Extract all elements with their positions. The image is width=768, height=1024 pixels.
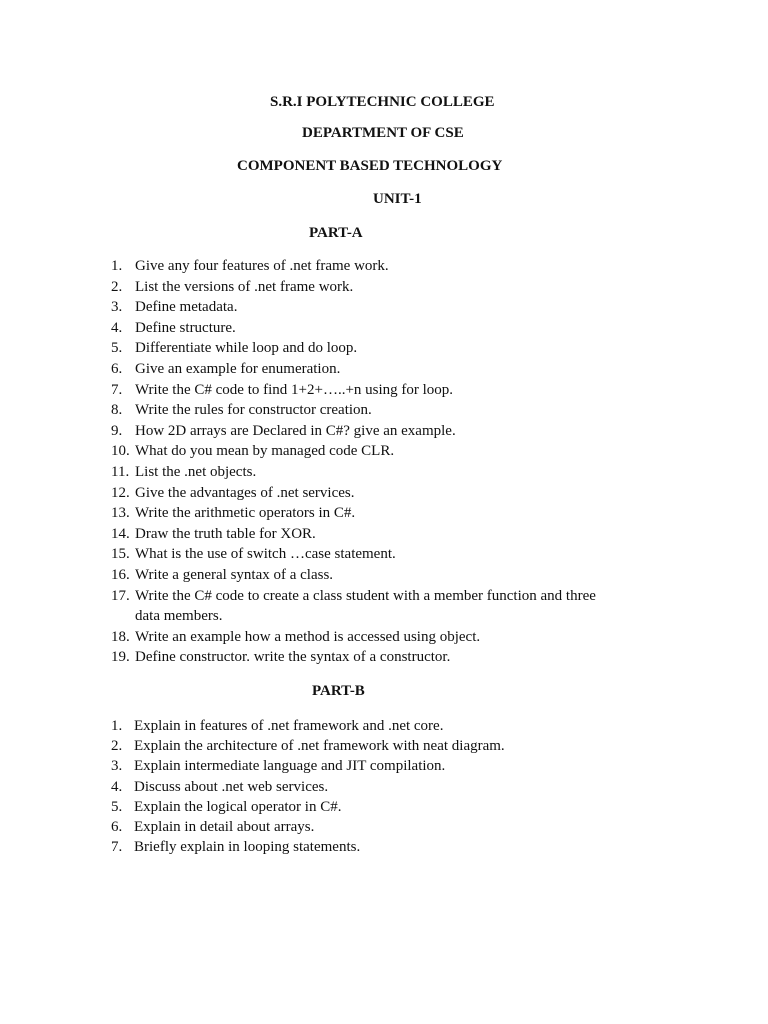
question-item	[111, 647, 611, 668]
question-text: Explain in features of .net framework and .net core.	[134, 718, 444, 734]
question-item	[111, 400, 611, 421]
question-item	[111, 627, 611, 648]
question-number: 1.	[111, 258, 123, 274]
question-number: 17.	[111, 587, 130, 604]
question-number: 19.	[111, 649, 130, 666]
question-item	[111, 777, 505, 797]
subject-title: COMPONENT BASED TECHNOLOGY	[237, 158, 503, 174]
question-item	[111, 318, 611, 339]
question-number: 3.	[111, 758, 123, 775]
question-item	[111, 837, 505, 857]
question-number: 15.	[111, 546, 130, 563]
question-number: 5.	[111, 798, 123, 815]
question-text: Explain intermediate language and JIT compilation.	[134, 758, 446, 775]
question-text: Briefly explain in looping statements.	[134, 839, 361, 856]
question-item	[111, 756, 505, 776]
question-number: 11.	[111, 463, 130, 480]
question-text: List the .net objects.	[135, 463, 257, 480]
question-item	[111, 441, 611, 462]
question-number: 5.	[111, 340, 123, 357]
question-item	[111, 462, 611, 483]
question-text: Explain in detail about arrays.	[134, 819, 315, 836]
question-item	[111, 338, 611, 359]
part-b-question-list	[111, 716, 505, 857]
question-text: Explain the architecture of .net framework with neat diagram.	[134, 738, 505, 755]
question-text: Discuss about .net web services.	[134, 778, 329, 795]
question-item	[111, 359, 611, 380]
question-text: Explain the logical operator in C#.	[134, 798, 342, 815]
question-item	[111, 565, 611, 586]
question-item	[111, 716, 505, 736]
part-b-title: PART-B	[312, 683, 365, 699]
question-number: 6.	[111, 360, 123, 377]
question-item	[111, 380, 611, 401]
question-item	[111, 544, 611, 565]
question-text: Define structure.	[135, 319, 236, 336]
part-a-title: PART-A	[309, 225, 363, 241]
question-number: 13.	[111, 505, 130, 522]
question-number: 2.	[111, 278, 123, 295]
unit-title: UNIT-1	[373, 191, 422, 207]
question-text: Give any four features of .net frame work.	[135, 258, 389, 274]
question-item	[111, 797, 505, 817]
question-number: 2.	[111, 738, 123, 755]
question-text: Give an example for enumeration.	[135, 360, 341, 377]
question-number: 16.	[111, 566, 130, 583]
question-number: 7.	[111, 839, 123, 856]
question-text: Write the rules for constructor creation.	[135, 402, 372, 419]
question-item	[111, 524, 611, 545]
question-number: 8.	[111, 402, 123, 419]
question-item	[111, 483, 611, 504]
question-item	[111, 277, 611, 298]
question-number: 4.	[111, 778, 123, 795]
question-text: What is the use of switch …case statement.	[135, 546, 396, 563]
question-number: 9.	[111, 422, 123, 439]
question-number: 7.	[111, 381, 123, 398]
question-item	[111, 256, 611, 277]
question-text: Differentiate while loop and do loop.	[135, 340, 358, 357]
question-item	[111, 421, 611, 442]
question-text: List the versions of .net frame work.	[135, 278, 354, 295]
college-name: S.R.I POLYTECHNIC COLLEGE	[270, 94, 495, 110]
question-item	[111, 586, 611, 627]
question-text: Write a general syntax of a class.	[135, 566, 334, 583]
question-item	[111, 736, 505, 756]
question-item	[111, 297, 611, 318]
department-name: DEPARTMENT OF CSE	[302, 125, 464, 141]
part-a-question-list	[111, 256, 611, 668]
question-text: Write the C# code to create a class student with a member function and three data members.	[135, 587, 596, 625]
question-text: Write the arithmetic operators in C#.	[135, 505, 356, 522]
question-text: What do you mean by managed code CLR.	[135, 443, 395, 460]
question-text: How 2D arrays are Declared in C#? give an example.	[135, 422, 456, 439]
question-text: Write the C# code to find 1+2+…..+n using for loop.	[135, 381, 454, 398]
question-item	[111, 503, 611, 524]
question-number: 12.	[111, 484, 130, 501]
question-number: 4.	[111, 319, 123, 336]
question-text: Draw the truth table for XOR.	[135, 525, 316, 542]
question-number: 18.	[111, 628, 130, 645]
question-text: Write an example how a method is accessed using object.	[135, 628, 481, 645]
question-number: 3.	[111, 299, 123, 316]
question-item	[111, 817, 505, 837]
question-text: Define metadata.	[135, 299, 238, 316]
question-text: Define constructor. write the syntax of a constructor.	[135, 649, 451, 666]
question-number: 6.	[111, 819, 123, 836]
question-number: 14.	[111, 525, 130, 542]
question-number: 1.	[111, 718, 123, 734]
question-text: Give the advantages of .net services.	[135, 484, 355, 501]
question-number: 10.	[111, 443, 130, 460]
